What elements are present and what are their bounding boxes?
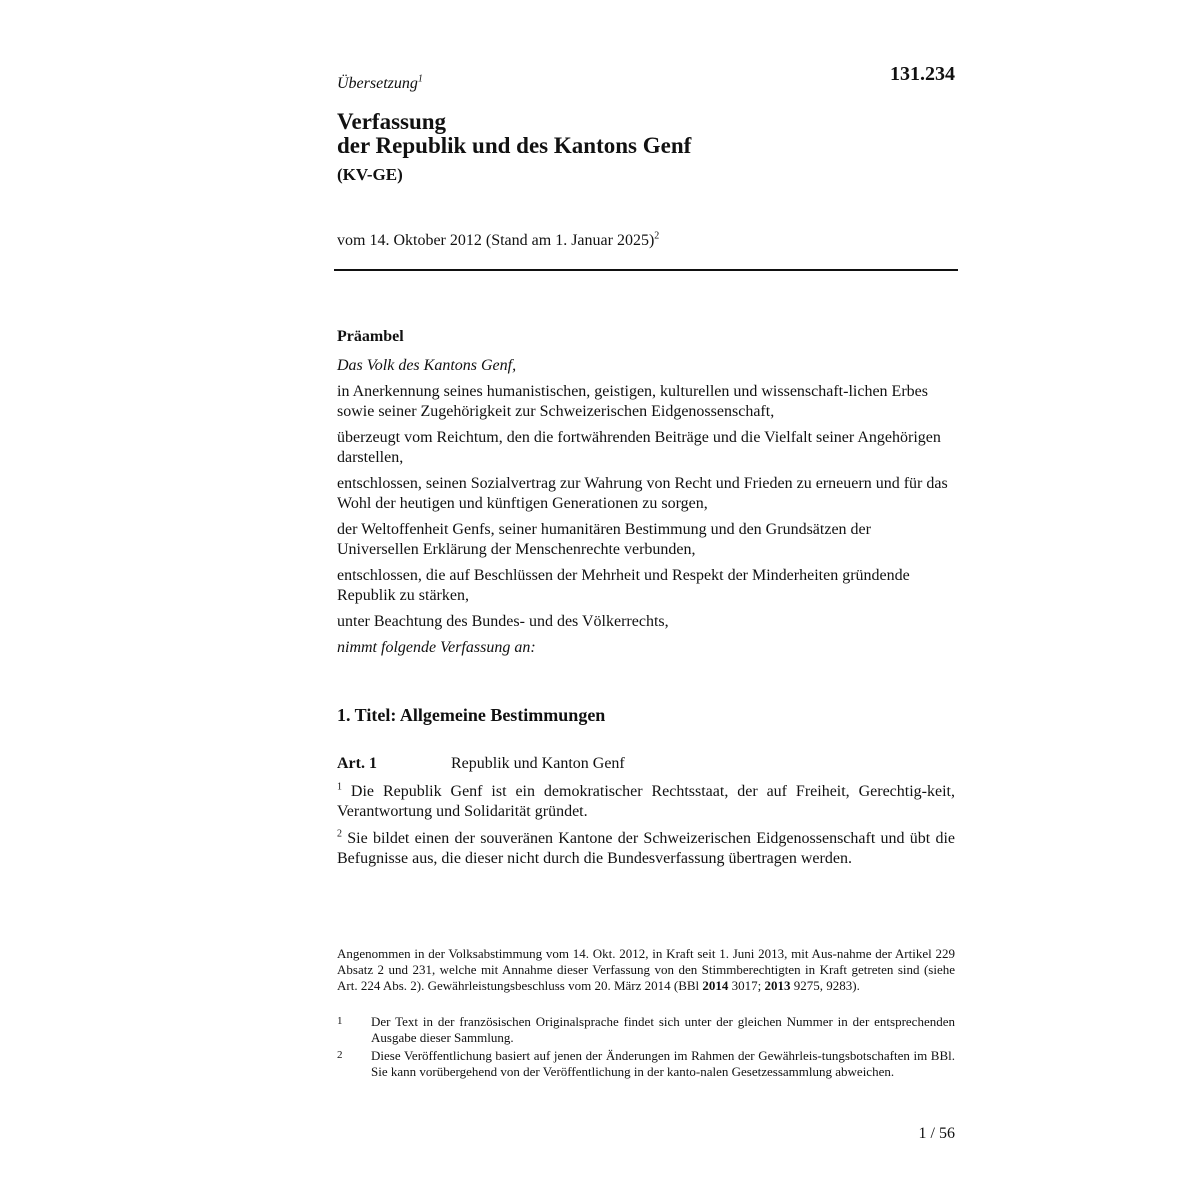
article-number: Art. 1 — [337, 755, 377, 772]
paragraph-number: 2 — [337, 828, 342, 840]
article-title: Republik und Kanton Genf — [451, 755, 625, 772]
preamble-paragraph: in Anerkennung seines humanistischen, geistigen, kulturellen und wissenschaft-lichen Erbes sowie seiner Zugehörigkeit zur Schweizerischen Eidgenossenschaft, — [337, 383, 928, 420]
footnote-list — [337, 1014, 955, 1082]
footnote-ref-1[interactable]: 1 — [417, 73, 423, 85]
preamble-heading: Präambel — [337, 328, 404, 345]
paragraph-text: Die Republik Genf ist ein demokratischer Rechtsstaat, der auf Freiheit, Gerechtig-keit, Verantwortung und Solidarität gründet. — [337, 783, 955, 820]
article-heading — [337, 753, 955, 775]
sr-number: 131.234 — [890, 63, 955, 85]
adoption-note — [337, 946, 955, 994]
paragraph-text: Sie bildet einen der souveränen Kantone der Schweizerischen Eidgenossenschaft und übt die Befugnisse aus, die dieser nicht durch die Bundesverfassung übertragen werden. — [337, 830, 956, 867]
preamble-paragraph: unter Beachtung des Bundes- und des Völkerrechts, — [337, 613, 669, 630]
bbl-page: 9275, 9283). — [790, 978, 860, 993]
footnote-item — [337, 1048, 955, 1080]
article-paragraph — [337, 782, 955, 822]
article-paragraph — [337, 829, 955, 869]
footnote-item — [337, 1014, 955, 1046]
preamble-paragraph: entschlossen, die auf Beschlüssen der Mehrheit und Respekt der Minderheiten gründende Republik zu stärken, — [337, 567, 910, 604]
preamble-paragraph: überzeugt vom Reichtum, den die fortwährenden Beiträge und die Vielfalt seiner Angehörigen darstellen, — [337, 429, 941, 466]
date-text: vom 14. Oktober 2012 (Stand am 1. Januar 2025) — [337, 232, 655, 249]
footnote-text: Der Text in der französischen Originalsprache findet sich unter der gleichen Nummer in der entsprechenden Ausgabe dieser Sammlung. — [371, 1014, 955, 1045]
page-number: 1 / 56 — [918, 1125, 955, 1142]
date-line — [337, 230, 659, 252]
bbl-year-2014: 2014 — [702, 978, 729, 993]
preamble-closing: nimmt folgende Verfassung an: — [337, 639, 536, 656]
translation-label — [337, 73, 423, 95]
preamble-intro: Das Volk des Kantons Genf, — [337, 357, 517, 374]
title-divider — [334, 269, 958, 271]
footnote-number: 2 — [337, 1049, 343, 1061]
adoption-note-text: Angenommen in der Volksabstimmung vom 14. Okt. 2012, in Kraft seit 1. Juni 2013, mit Aus-nahme der Artikel 229 Absatz 2 und 231, welche mit Annahme dieser Verfassung von den Stimmberechtigten in Kraft getreten sind (siehe Art. 224 Abs. 2). Gewährleistungsbeschluss vom 20. März 2014 (BBl — [337, 946, 955, 993]
article-body — [337, 782, 955, 876]
preamble-paragraph: entschlossen, seinen Sozialvertrag zur Wahrung von Recht und Frieden zu erneuern und für das Wohl der heutigen und künftigen Generationen zu sorgen, — [337, 475, 948, 512]
footnote-number: 1 — [337, 1015, 343, 1027]
title-abbreviation: (KV-GE) — [337, 165, 403, 184]
translation-text: Übersetzung — [337, 75, 418, 92]
document-title — [337, 110, 691, 186]
title-line-2: der Republik und des Kantons Genf — [337, 133, 692, 158]
footnote-text: Diese Veröffentlichung basiert auf jenen der Änderungen im Rahmen der Gewährleis-tungsbotschaften im BBl. Sie kann vorübergehend von der Veröffentlichung in der kanto-nalen Gesetzessammlung abweichen. — [371, 1048, 955, 1079]
preamble — [337, 327, 955, 664]
section-title: 1. Titel: Allgemeine Bestimmungen — [337, 705, 606, 725]
paragraph-number: 1 — [337, 781, 342, 793]
bbl-page: 3017; — [728, 978, 765, 993]
footnote-ref-2[interactable]: 2 — [654, 230, 660, 242]
bbl-year-2013: 2013 — [764, 978, 791, 993]
preamble-paragraph: der Weltoffenheit Genfs, seiner humanitären Bestimmung und den Grundsätzen der Universellen Erklärung der Menschenrechte verbunden, — [337, 521, 871, 558]
title-line-1: Verfassung — [337, 109, 447, 134]
